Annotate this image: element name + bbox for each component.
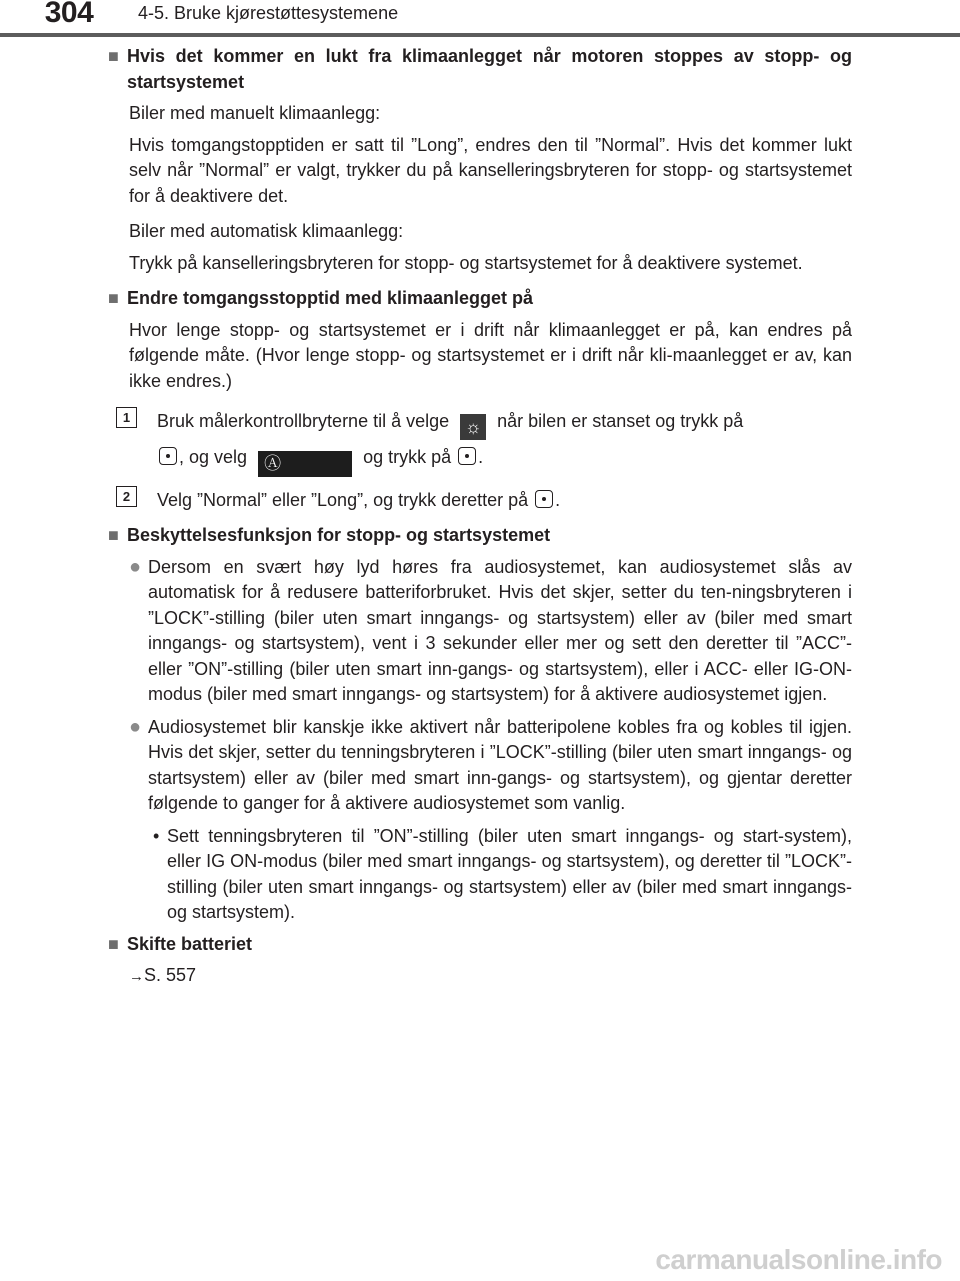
step2-part-a: Velg ”Normal” eller ”Long”, og trykk deretter på (157, 490, 529, 510)
list-item (129, 555, 852, 708)
bullet-text: Dersom en svært høy lyd høres fra audiosystemet, kan audiosystemet slås av automatisk for å redusere batteriforbruket. Hvis det skjer, setter du ten-ningsbryteren i ”LOCK”-stilling (biler uten smart inngangs- og startsystem) eller av (biler med smart inngangs- og startsystem), vent i 3 sekunder eller mer og sett den deretter til ”ACC”- eller ”ON”-stilling (biler uten smart inn-gangs- og startsystem), eller i ACC- eller IG-ON-modus (biler med smart inngangs- og startsystem) for å aktivere audiosystemet igjen. (148, 556, 852, 704)
step-2 (116, 483, 852, 517)
heading-text: Skifte batteriet (127, 933, 253, 954)
list-item (129, 715, 852, 817)
step-number: 2 (116, 486, 137, 507)
heading-idle (108, 286, 852, 312)
heading-text: Endre tomgangsstopptid med klimaanlegget på (127, 288, 534, 308)
header-rule (0, 33, 960, 37)
auto-label: Biler med automatisk klimaanlegg: (129, 221, 404, 241)
arrow-icon: → (129, 968, 144, 985)
watermark: carmanualsonline.info (655, 1244, 942, 1275)
step-1 (116, 404, 852, 477)
page-content (108, 44, 852, 990)
heading-protection (108, 523, 852, 549)
reference-text: S. 557 (144, 965, 197, 985)
auto-text: Trykk på kanselleringsbryteren for stopp- og startsystemet for å deaktivere systemet. (129, 252, 803, 273)
square-bullet-icon: ■ (108, 288, 119, 308)
heading-smell (108, 44, 852, 95)
square-bullet-icon: ■ (108, 933, 119, 954)
manual-text: Hvis tomgangstopptiden er satt til ”Long”, endres den til ”Normal”. Hvis det kommer lukt selv når ”Normal” er valgt, trykker du på kanselleringsbryteren for stopp- og startsystemet for å deaktivere det. (129, 134, 852, 206)
ok-button-icon (535, 490, 553, 508)
heading-battery (108, 932, 852, 958)
page-reference-link[interactable] (129, 963, 852, 990)
mode-icon: Ⓐ (258, 451, 352, 477)
step-text (157, 404, 852, 477)
step1-part-d: og trykk på (363, 447, 452, 467)
manual-label: Biler med manuelt klimaanlegg: (129, 103, 381, 123)
round-bullet-icon: ● (129, 715, 142, 738)
page-header (0, 0, 960, 40)
step-text (157, 483, 852, 517)
round-bullet-icon: ● (129, 555, 142, 578)
square-bullet-icon: ■ (108, 525, 119, 545)
square-bullet-icon: ■ (108, 46, 119, 66)
ok-button-icon (458, 447, 476, 465)
small-bullet-icon: • (153, 825, 160, 846)
heading-text: Beskyttelsesfunksjon for stopp- og startsystemet (127, 525, 551, 545)
step1-part-c: , og velg (179, 447, 248, 467)
idle-intro: Hvor lenge stopp- og startsystemet er i drift når klimaanlegget er på, kan endres på følgende måte. (Hvor lenge stopp- og startsystemet er i drift når kli-maanlegget er av, kan ikke endres.) (129, 319, 852, 391)
section-title: 4-5. Bruke kjørestøttesystemene (138, 3, 399, 23)
step1-part-b: når bilen er stanset og trykk på (497, 411, 744, 431)
step1-part-a: Bruk målerkontrollbryterne til å velge (157, 411, 450, 431)
page-number: 304 (44, 0, 94, 29)
heading-text: Hvis det kommer en lukt fra klimaanlegget når motoren stoppes av stopp- og startsystemet (127, 46, 852, 92)
sub-bullet-text: Sett tenningsbryteren til ”ON”-stilling (biler uten smart inngangs- og start-system), eller IG ON-modus (biler med smart inngangs- og startsystem), og deretter til ”LOCK”-stilling (biler uten smart inngangs- og startsystem) eller av (biler med smart inngangs- og startsystem). (167, 825, 852, 922)
step2-part-b: . (555, 490, 561, 510)
ok-button-icon (159, 447, 177, 465)
gear-icon: ☼ (460, 414, 486, 440)
bullet-text: Audiosystemet blir kanskje ikke aktivert når batteripolene kobles fra og kobles til igjen. Hvis det skjer, setter du tenningsbryteren i ”LOCK”-stilling (biler uten smart inngangs- og startsystem) eller av (biler med smart inn-gangs- og startsystem), og gjentar deretter følgende to ganger for å aktivere audiosystemet som vanlig. (148, 716, 852, 813)
step1-part-e: . (478, 447, 484, 467)
step-number: 1 (116, 407, 137, 428)
sub-list-item (153, 824, 852, 926)
